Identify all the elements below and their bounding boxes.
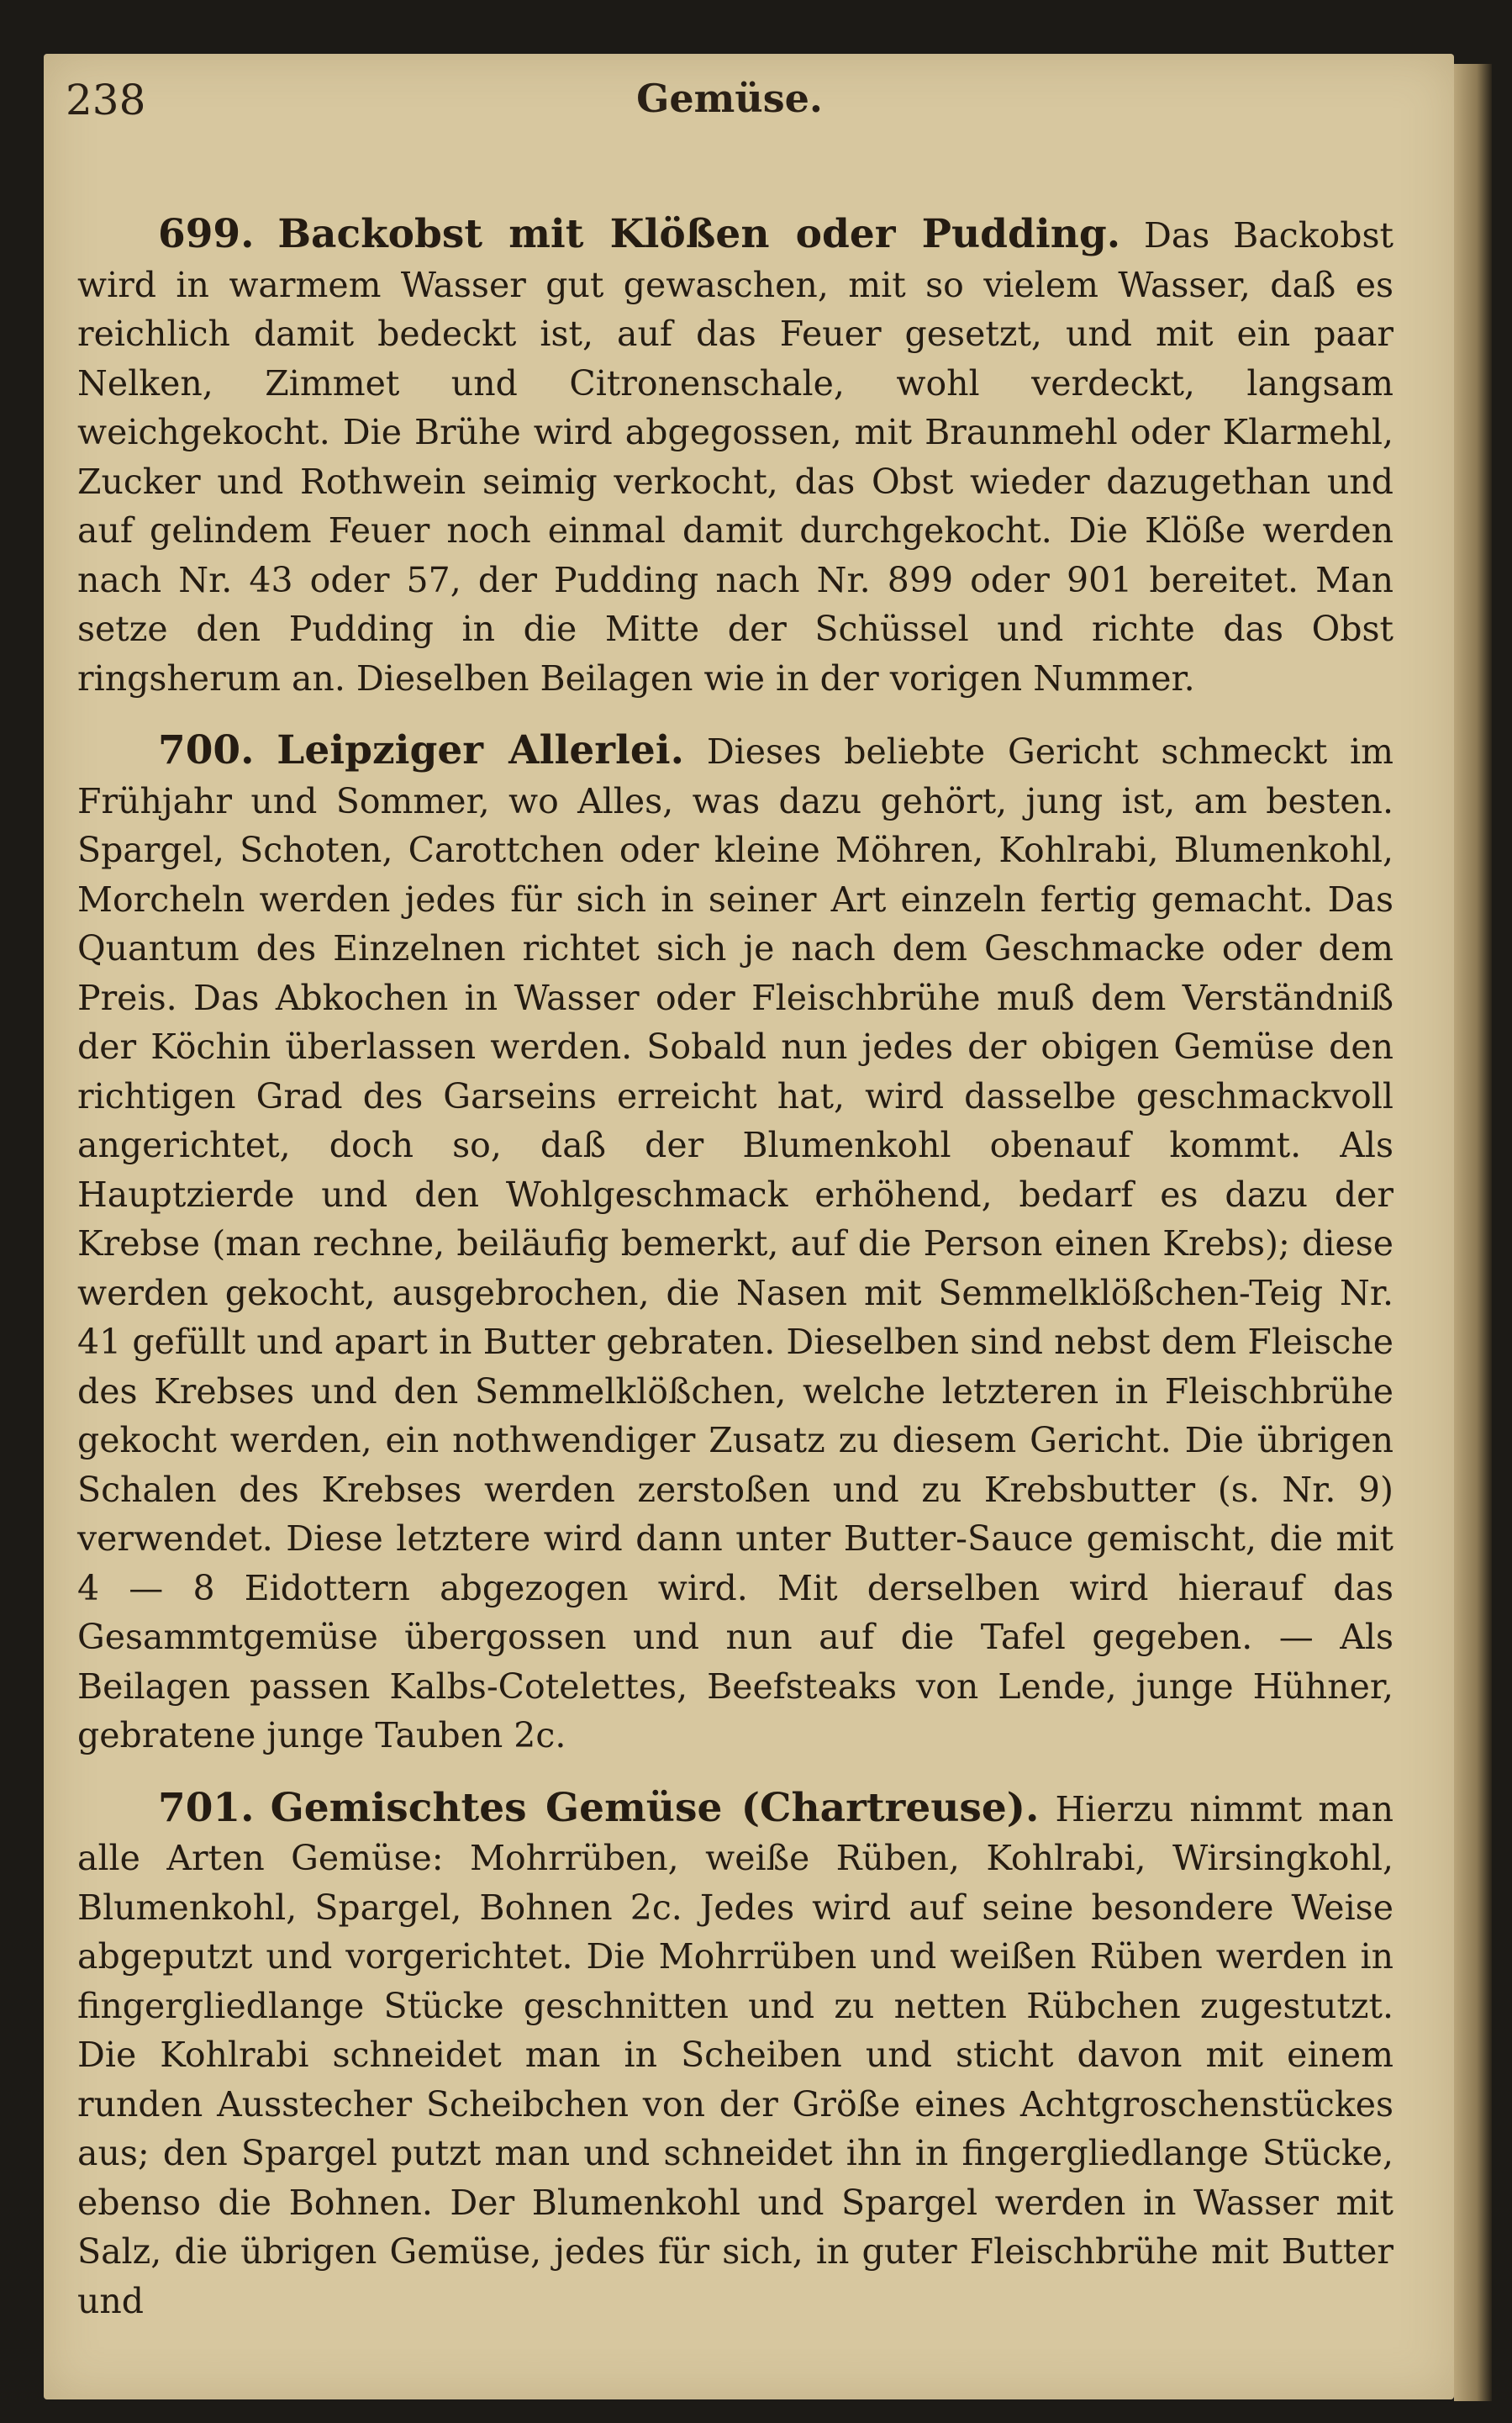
recipe-text: Hierzu nimmt man alle Arten Gemüse: Mohrrüben, weiße Rüben, Kohlrabi, Wirsingkohl, Blumenkohl, Spargel, Bohnen 2c. Jedes wird auf seine besondere Weise abgeputzt und vorgerichtet. Die Mohrrüben und weißen Rüben werden in fingergliedlange Stücke geschnitten und zu netten Rübchen zugestutzt. Die Kohlrabi schneidet man in Scheiben und sticht davon mit einem runden Ausstecher Scheibchen von der Größe eines Achtgroschenstückes aus; den Spargel putzt man und schneidet ihn in fingergliedlange Stücke, ebenso die Bohnen. Der Blumenkohl und Spargel werden in Wasser mit Salz, die übrigen Gemüse, jedes für sich, in guter Fleischbrühe mit Butter und (77, 1788, 1393, 2321)
recipe-number: 699. (158, 211, 255, 257)
recipe-title: Gemischtes Gemüse (Chartreuse). (270, 1784, 1040, 1831)
recipe-title: Backobst mit Klößen oder Pudding. (277, 211, 1121, 257)
recipe-699 (77, 210, 1393, 703)
page-header (66, 76, 1393, 151)
recipe-number: 701. (158, 1784, 255, 1831)
recipe-700 (77, 726, 1393, 1761)
recipe-701 (77, 1784, 1393, 2326)
recipe-number: 700. (158, 727, 255, 773)
page-edge (1454, 64, 1492, 2401)
recipe-title: Leipziger Allerlei. (277, 727, 684, 773)
recipe-text: Das Backobst wird in warmem Wasser gut gewaschen, mit so vielem Wasser, daß es reichlich damit bedeckt ist, auf das Feuer gesetzt, und mit ein paar Nelken, Zimmet und Citronenschale, wohl verdeckt, langsam weichgekocht. Die Brühe wird abgegossen, mit Braunmehl oder Klarmehl, Zucker und Rothwein seimig verkocht, das Obst wieder dazugethan und auf gelindem Feuer noch einmal damit durchgekocht. Die Klöße werden nach Nr. 43 oder 57, der Pudding nach Nr. 899 oder 901 bereitet. Man setze den Pudding in die Mitte der Schüssel und richte das Obst ringsherum an. Dieselben Beilagen wie in der vorigen Nummer. (77, 215, 1393, 699)
page-number: 238 (66, 76, 146, 124)
page-body (77, 210, 1393, 2349)
recipe-text: Dieses beliebte Gericht schmeckt im Frühjahr und Sommer, wo Alles, was dazu gehört, jung ist, am besten. Spargel, Schoten, Carottchen oder kleine Möhren, Kohlrabi, Blumenkohl, Morcheln werden jedes für sich in seiner Art einzeln fertig gemacht. Das Quantum des Einzelnen richtet sich je nach dem Geschmacke oder dem Preis. Das Abkochen in Wasser oder Fleischbrühe muß dem Verständniß der Köchin überlassen werden. Sobald nun jedes der obigen Gemüse den richtigen Grad des Garseins erreicht hat, wird dasselbe geschmackvoll angerichtet, doch so, daß der Blumenkohl obenauf kommt. Als Hauptzierde und den Wohlgeschmack erhöhend, bedarf es dazu der Krebse (man rechne, beiläufig bemerkt, auf die Person einen Krebs); diese werden gekocht, ausgebrochen, die Nasen mit Semmelklößchen-Teig Nr. 41 gefüllt und apart in Butter gebraten. Dieselben sind nebst dem Fleische des Krebses und den Semmelklößchen, welche letzteren in Fleischbrühe gekocht werden, ein nothwendiger Zusatz zu diesem Gericht. Die übrigen Schalen des Krebses werden zerstoßen und zu Krebsbutter (s. Nr. 9) verwendet. Diese letztere wird dann unter Butter-Sauce gemischt, die mit 4 — 8 Eidottern abgezogen wird. Mit derselben wird hierauf das Gesammtgemüse übergossen und nun auf die Tafel gegeben. — Als Beilagen passen Kalbs-Cotelettes, Beefsteaks von Lende, junge Hühner, gebratene junge Tauben 2c. (77, 731, 1393, 1755)
running-head: Gemüse. (636, 76, 823, 121)
